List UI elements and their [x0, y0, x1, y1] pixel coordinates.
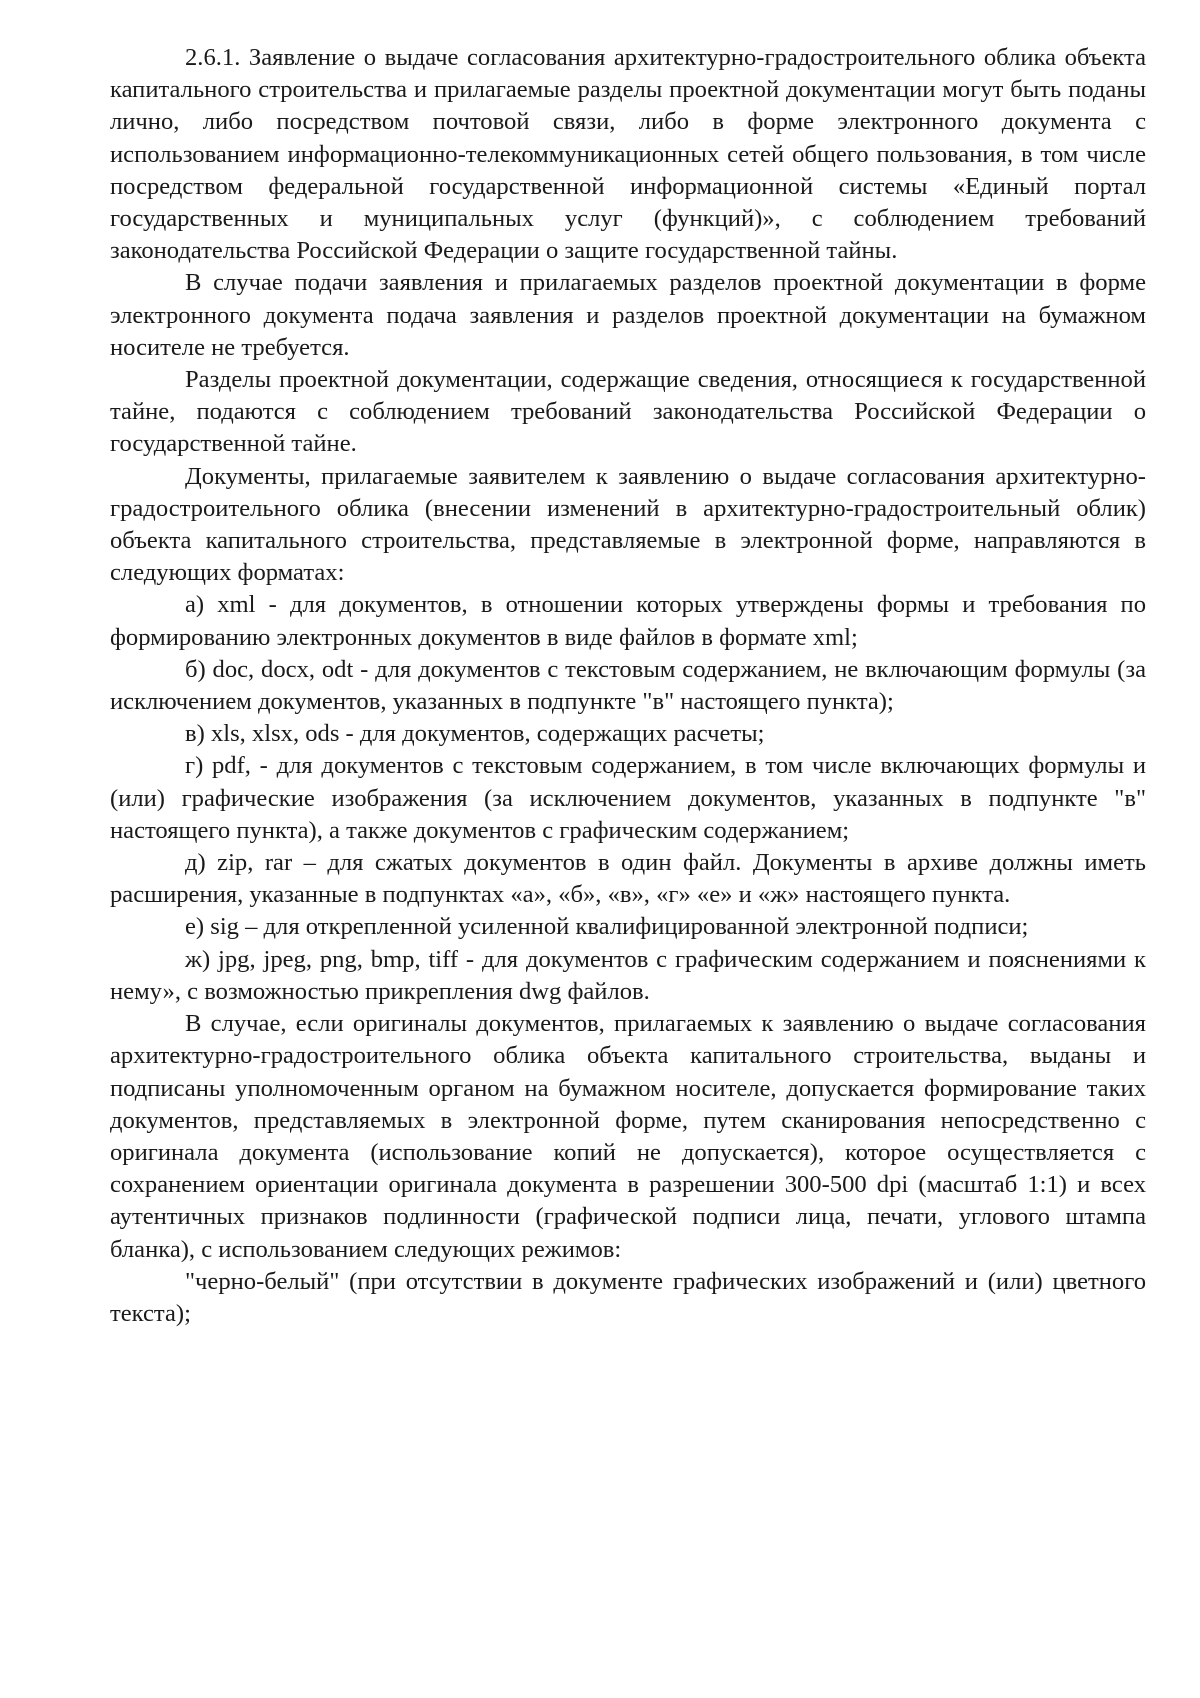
paragraph-state-secret: Разделы проектной документации, содержащие сведения, относящиеся к государственной тайне, подаются с соблюдением требований законодательства Российской Федерации о государственной тайне. [110, 366, 1146, 458]
paragraph-electronic-submission: В случае подачи заявления и прилагаемых разделов проектной документации в форме электронного документа подача заявления и разделов проектной документации на бумажном носителе не требуется. [110, 269, 1146, 361]
paragraph-black-white-mode: "черно-белый" (при отсутствии в документе графических изображений и (или) цветного текста); [110, 1267, 1146, 1327]
list-item-g-pdf: г) pdf, - для документов с текстовым содержанием, в том числе включающих формулы и (или) графические изображения (за исключением документов, указанных в подпункте "в" настоящего пункта), а также документов с графическим содержанием; [110, 752, 1146, 844]
list-item-zh-jpg: ж) jpg, jpeg, png, bmp, tiff - для документов с графическим содержанием и пояснениями к нему», с возможностью прикрепления dwg файлов. [110, 945, 1146, 1005]
paragraph-formats-intro: Документы, прилагаемые заявителем к заявлению о выдаче согласования архитектурно-градостроительного облика (внесении изменений в архитектурно-градостроительный облик) объекта капитального строительства, представляемые в электронной форме, направляются в следующих форматах: [110, 462, 1146, 587]
paragraph-scanning: В случае, если оригиналы документов, прилагаемых к заявлению о выдаче согласования архитектурно-градостроительного облика объекта капитального строительства, выданы и подписаны уполномоченным органом на бумажном носителе, допускается формирование таких документов, представляемых в электронной форме, путем сканирования непосредственно с оригинала документа (использование копий не допускается), которое осуществляется с сохранением ориентации оригинала документа в разрешении 300-500 dpi (масштаб 1:1) и всех аутентичных признаков подлинности (графической подписи лица, печати, углового штампа бланка), с использованием следующих режимов: [110, 1010, 1146, 1263]
list-item-v-xls: в) xls, xlsx, ods - для документов, содержащих расчеты; [185, 720, 765, 748]
list-item-e-sig: е) sig – для открепленной усиленной квалифицированной электронной подписи; [185, 913, 1029, 941]
list-item-d-zip: д) zip, rar – для сжатых документов в один файл. Документы в архиве должны иметь расширения, указанные в подпунктах «а», «б», «в», «г» «е» и «ж» настоящего пункта. [110, 849, 1146, 909]
document-body [110, 42, 1146, 1330]
list-item-a-xml: а) xml - для документов, в отношении которых утверждены формы и требования по формированию электронных документов в виде файлов в формате xml; [110, 591, 1146, 651]
paragraph-2-6-1: 2.6.1. Заявление о выдаче согласования архитектурно-градостроительного облика объекта капитального строительства и прилагаемые разделы проектной документации могут быть поданы лично, либо посредством почтовой связи, либо в форме электронного документа с использованием информационно-телекоммуникационных сетей общего пользования, в том числе посредством федеральной государственной информационной системы «Единый портал государственных и муниципальных услуг (функций)», с соблюдением требований законодательства Российской Федерации о защите государственной тайны. [110, 44, 1146, 265]
list-item-b-doc: б) doc, docx, odt - для документов с текстовым содержанием, не включающим формулы (за исключением документов, указанных в подпункте "в" настоящего пункта); [110, 655, 1146, 716]
